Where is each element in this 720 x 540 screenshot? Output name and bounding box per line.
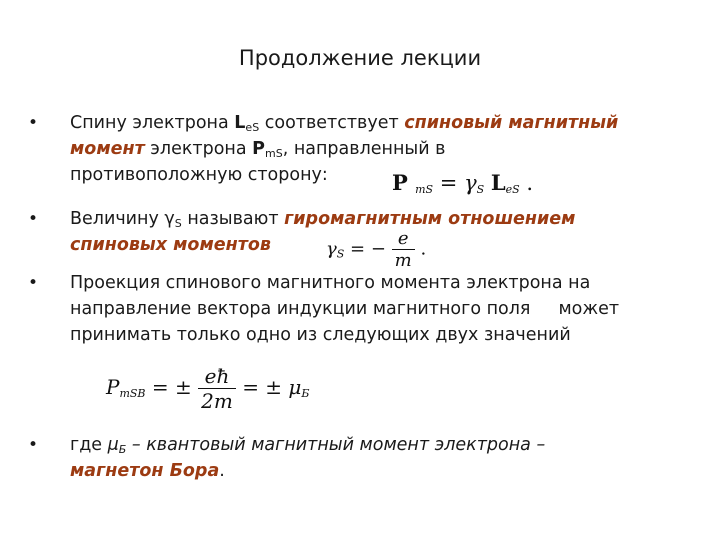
bullet-3-line-3: принимать только одно из следующих двух значений <box>70 325 571 345</box>
period: . <box>526 171 534 195</box>
symbol-gamma: γ <box>326 238 337 260</box>
symbol-P: P <box>252 139 265 159</box>
text: Спину электрона <box>70 113 235 133</box>
subscript: eS <box>505 183 520 196</box>
slide-title: Продолжение лекции <box>238 46 482 70</box>
bullet-dot-icon: • <box>28 113 39 133</box>
subscript: S <box>174 217 182 230</box>
text: , направленный в <box>282 139 446 159</box>
text: может <box>558 299 620 319</box>
subscript: S <box>476 183 485 196</box>
highlight-term: момент <box>70 139 145 159</box>
numerator: eħ <box>198 364 236 389</box>
highlight-term: магнетон Бора <box>70 461 220 481</box>
bullet-1-line-3: противоположную сторону: <box>70 165 328 185</box>
symbol-L: L <box>490 170 506 195</box>
bullet-3-line-2 <box>70 296 619 322</box>
subscript: mS <box>265 147 283 160</box>
formula-spin-moment <box>392 170 533 196</box>
bullet-1 <box>28 110 708 190</box>
symbol-P: P <box>106 375 120 399</box>
period: . <box>420 238 427 260</box>
symbol-gamma: γ <box>464 171 477 195</box>
equals-minus: = − <box>350 238 386 260</box>
period: . <box>219 461 225 481</box>
highlight-term: гиромагнитным отношением <box>284 209 576 229</box>
bullet-4-line-2 <box>70 458 225 484</box>
formula-projection <box>106 364 310 413</box>
bullet-3-line-1: Проекция спинового магнитного момента электрона на <box>70 273 591 293</box>
text: – квантовый магнитный момент электрона – <box>126 435 546 455</box>
symbol-mu: μ <box>288 375 302 399</box>
bullet-dot-icon: • <box>28 273 39 293</box>
symbol-P: P <box>392 170 408 195</box>
bullet-4 <box>28 432 708 488</box>
bullet-dot-icon: • <box>28 435 39 455</box>
bullet-dot-icon: • <box>28 209 39 229</box>
vector-arrow-icon <box>392 170 415 195</box>
text: где <box>70 435 108 455</box>
equals-plus-minus: = ± <box>242 375 283 399</box>
highlight-term: спиновых моментов <box>70 235 271 255</box>
fraction <box>392 228 415 271</box>
text: называют <box>181 209 285 229</box>
subscript: mS <box>415 183 434 196</box>
subscript: Б <box>118 443 127 456</box>
denominator: m <box>394 250 412 271</box>
text: электрона <box>144 139 253 159</box>
subscript: S <box>336 247 345 261</box>
formula-gyromagnetic <box>326 228 426 271</box>
text: Величину γ <box>70 209 175 229</box>
subscript: eS <box>245 121 260 134</box>
text: направление вектора индукции магнитного поля <box>70 299 531 319</box>
highlight-term: спиновый магнитный <box>404 113 619 133</box>
symbol-mu: μ <box>107 435 119 455</box>
equals: = <box>439 171 458 195</box>
denominator: 2m <box>201 389 233 413</box>
bullet-3 <box>28 270 708 350</box>
text: соответствует <box>259 113 405 133</box>
fraction <box>198 364 236 413</box>
symbol-L: L <box>234 113 246 133</box>
numerator: e <box>392 228 415 250</box>
equals-plus-minus: = ± <box>151 375 192 399</box>
subscript: Б <box>301 387 310 400</box>
subscript: mSB <box>119 387 146 400</box>
bullet-2-line-2 <box>70 232 271 258</box>
